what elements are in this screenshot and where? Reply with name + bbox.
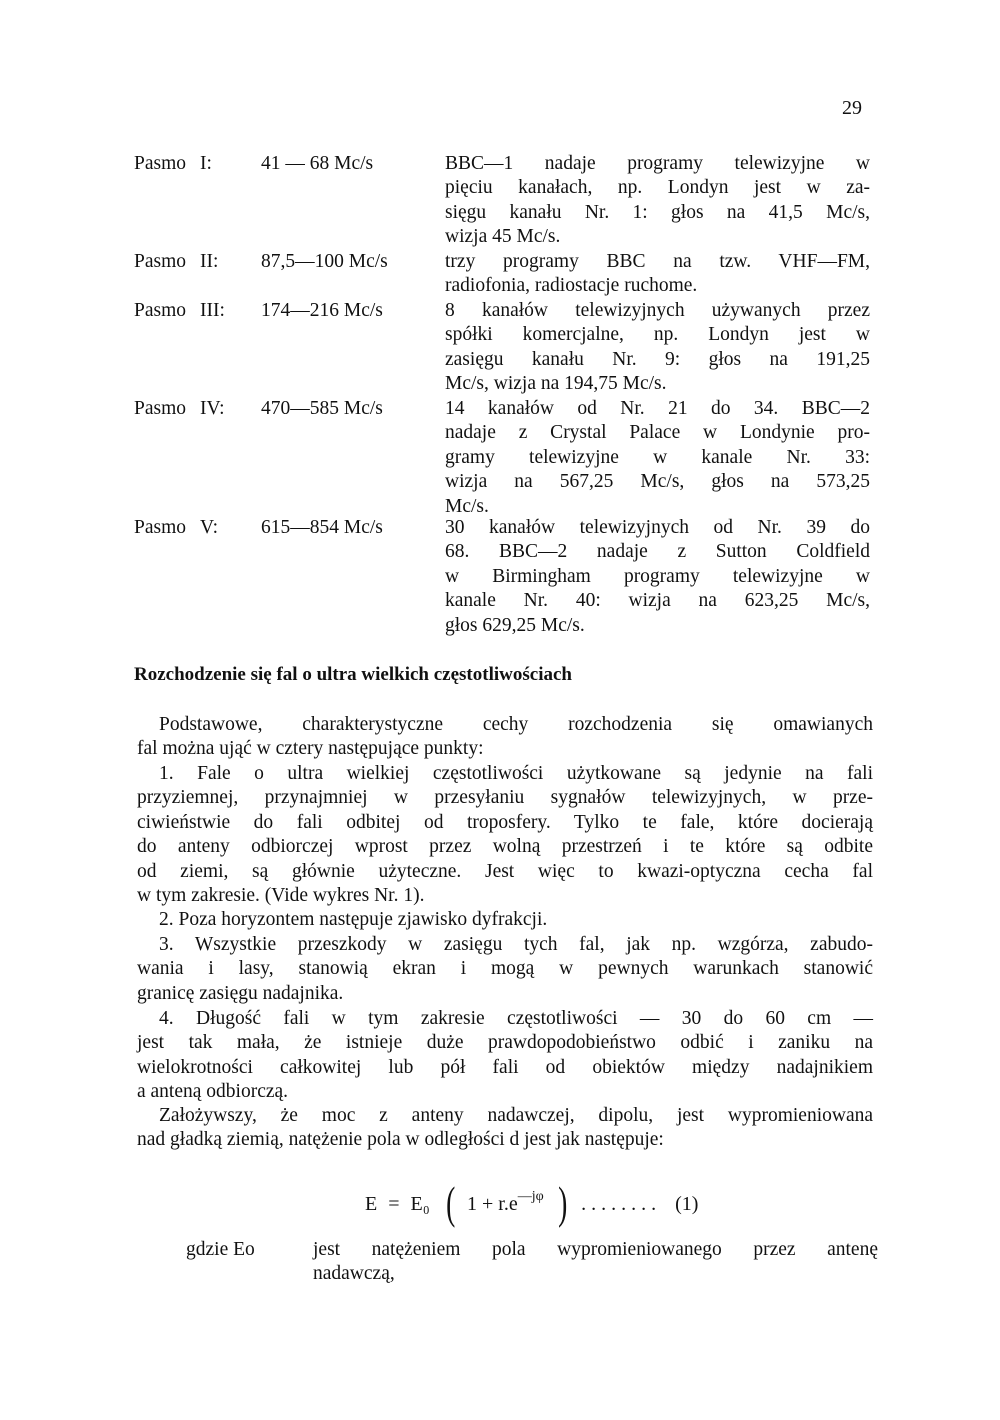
section-heading: Rozchodzenie się fal o ultra wielkich częstotliwościach <box>134 664 572 685</box>
para-line: wielokrotności całkowitej lub pół fali od obiektów między nadajnikiem <box>137 1056 873 1078</box>
desc-line: 68. BBC—2 nadaje z Sutton Coldfield <box>445 541 870 563</box>
desc-line: głos 629,25 Mc/s. <box>445 614 585 636</box>
band-description <box>445 516 870 638</box>
para-line: granicę zasięgu nadajnika. <box>137 982 344 1004</box>
intro-paragraph <box>137 713 873 762</box>
point-3 <box>137 933 873 1006</box>
para-line: jest tak mała, że istnieje duże prawdopodobieństwo odbić i zaniku na <box>137 1032 873 1054</box>
desc-line: pięciu kanałach, np. Londyn jest w za- <box>445 177 870 199</box>
formula-lhs: E <box>365 1193 378 1215</box>
definition-line: jest natężeniem pola wypromieniowanego przez antenę <box>313 1239 878 1260</box>
desc-line: w Birmingham programy telewizyjne w <box>445 565 870 587</box>
desc-line: wizja na 567,25 Mc/s, głos na 573,25 <box>445 471 870 493</box>
desc-line: gramy telewizyjne w kanale Nr. 33: <box>445 446 870 468</box>
band-description <box>445 250 870 299</box>
band-range: 41 — 68 Mc/s <box>261 153 374 174</box>
formula-open-paren: ( <box>445 1177 455 1228</box>
desc-line: sięgu kanału Nr. 1: głos na 41,5 Mc/s, <box>445 201 870 223</box>
desc-line: nadaje z Crystal Palace w Londynie pro- <box>445 422 870 444</box>
para-line: 3. Wszystkie przeszkody w zasięgu tych fal, jak np. wzgórza, zabudo- <box>159 934 873 955</box>
band-name: Pasmo <box>134 251 187 272</box>
para-line: Podstawowe, charakterystyczne cechy rozchodzenia się omawianych <box>159 714 873 735</box>
band-numeral: I: <box>200 153 212 174</box>
para-line: 4. Długość fali w tym zakresie częstotliwości — 30 do 60 cm — <box>159 1008 873 1029</box>
desc-line: spółki komercjalne, np. Londyn jest w <box>445 324 870 346</box>
equation-number: (1) <box>675 1193 699 1215</box>
band-numeral: IV: <box>200 398 225 419</box>
para-line: fal można ująć w cztery następujące punkty: <box>137 738 484 760</box>
desc-line: radiofonia, radiostacje ruchome. <box>445 275 698 297</box>
band-name: Pasmo <box>134 300 187 321</box>
definition-line: nadawczą, <box>313 1263 395 1285</box>
para-line: przyziemnej, przynajmniej w przesyłaniu sygnałów telewizyjnych, w prze- <box>137 787 873 809</box>
band-numeral: V: <box>200 517 219 538</box>
para-line: Założywszy, że moc z anteny nadawczej, dipolu, jest wypromieniowana <box>159 1105 873 1126</box>
band-description <box>445 152 870 250</box>
page-number: 29 <box>842 97 862 119</box>
desc-line: Mc/s. <box>445 495 489 517</box>
para-line: od ziemi, są głównie użyteczne. Jest więc to kwazi-optyczna cecha fal <box>137 860 873 882</box>
para-line: wania i lasy, stanowią ekran i mogą w pewnych warunkach stanowić <box>137 958 873 980</box>
point-1 <box>137 762 873 908</box>
point-2 <box>137 908 873 932</box>
para-line: nad gładką ziemią, natężenie pola w odległości d jest jak następuje: <box>137 1129 664 1151</box>
desc-line: 14 kanałów od Nr. 21 do 34. BBC—2 <box>445 398 870 419</box>
desc-line: zasięgu kanału Nr. 9: głos na 191,25 <box>445 348 870 370</box>
band-numeral: II: <box>200 251 219 272</box>
para-line: 2. Poza horyzontem następuje zjawisko dyfrakcji. <box>159 909 548 930</box>
band-numeral: III: <box>200 300 225 321</box>
band-range: 87,5—100 Mc/s <box>261 251 388 272</box>
desc-line: 30 kanałów telewizyjnych od Nr. 39 do <box>445 517 870 538</box>
desc-line: 8 kanałów telewizyjnych używanych przez <box>445 300 870 321</box>
band-description <box>445 397 870 519</box>
definition-label: gdzie Eo <box>186 1239 255 1260</box>
desc-line: kanale Nr. 40: wizja na 623,25 Mc/s, <box>445 590 870 612</box>
band-description <box>445 299 870 397</box>
band-name: Pasmo <box>134 517 187 538</box>
formula-equals: = <box>388 1193 400 1215</box>
para-line: ciwieństwie do fali odbitej od troposfery. Tylko te fale, które docierają <box>137 811 873 833</box>
desc-line: BBC—1 nadaje programy telewizyjne w <box>445 153 870 174</box>
para-line: a anteną odbiorczą. <box>137 1081 289 1103</box>
equation-1 <box>365 1176 698 1229</box>
band-range: 470—585 Mc/s <box>261 398 383 419</box>
definition-text <box>313 1238 878 1287</box>
para-line: 1. Fale o ultra wielkiej częstotliwości użytkowane są jedynie na fali <box>159 763 873 784</box>
para-line: w tym zakresie. (Vide wykres Nr. 1). <box>137 885 425 907</box>
desc-line: trzy programy BBC na tzw. VHF—FM, <box>445 251 870 272</box>
formula-body: 1 + r.e <box>467 1193 518 1215</box>
formula-e0: E₀ <box>410 1193 430 1215</box>
closing-paragraph <box>137 1104 873 1153</box>
formula-close-paren: ) <box>557 1177 567 1228</box>
point-4 <box>137 1007 873 1105</box>
band-range: 615—854 Mc/s <box>261 517 383 538</box>
band-range: 174—216 Mc/s <box>261 300 383 321</box>
desc-line: wizja 45 Mc/s. <box>445 226 561 248</box>
formula-exponent: —jφ <box>517 1189 544 1204</box>
band-name: Pasmo <box>134 153 187 174</box>
desc-line: Mc/s, wizja na 194,75 Mc/s. <box>445 373 667 395</box>
band-name: Pasmo <box>134 398 187 419</box>
formula-leader: . . . . . . . . <box>581 1193 657 1215</box>
para-line: do anteny odbiorczej wprost przez wolną przestrzeń i te które są odbite <box>137 836 873 858</box>
